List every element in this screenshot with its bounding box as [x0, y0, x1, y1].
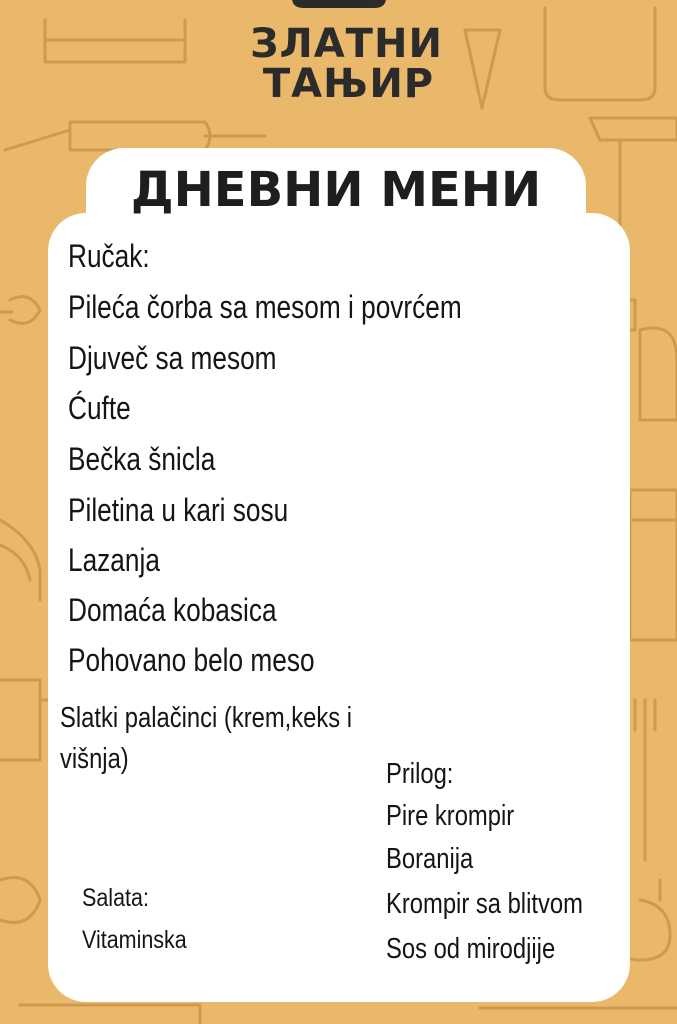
lunch-item-breaded-meat: Pohovano belo meso — [68, 642, 315, 678]
dessert-line1: Slatki palačinci (krem,keks i — [60, 702, 353, 734]
salad-item: Vitaminska — [82, 926, 187, 954]
side-item-green-beans: Boranija — [386, 843, 474, 875]
lunch-item-soup: Pileća čorba sa mesom i povrćem — [68, 289, 462, 325]
dessert-line2: višnja) — [60, 743, 129, 775]
rolling-pin-icon — [5, 122, 265, 150]
lunch-item-schnitzel: Bečka šnicla — [68, 441, 216, 477]
brand-name-line2: ТАЊИР — [262, 61, 435, 107]
brand-logo — [0, 0, 677, 110]
board-icon — [20, 1005, 677, 1024]
lunch-item-sausage: Domaća kobasica — [68, 592, 277, 628]
lunch-item-lasagna: Lazanja — [68, 542, 160, 578]
fork-icon — [635, 700, 655, 860]
sieve-icon — [0, 878, 40, 923]
knife-icon — [590, 118, 677, 140]
pot-icon — [0, 680, 50, 760]
lunch-heading: Ručak: — [68, 238, 150, 274]
page-title: ДНЕВНИ МЕНИ — [130, 162, 542, 218]
brand-name-line1: ЗЛАТНИ — [250, 21, 443, 67]
lunch-item-cufte: Ćufte — [68, 390, 131, 426]
lunch-item-curry-chicken: Piletina u kari sosu — [68, 492, 289, 528]
whisk-icon — [0, 520, 40, 600]
side-item-dill-sauce: Sos od mirodjije — [386, 933, 556, 965]
spoon-icon — [0, 297, 40, 324]
side-item-mashed-potatoes: Pire krompir — [386, 800, 515, 832]
side-item-potato-chard: Krompir sa blitvom — [386, 888, 583, 920]
plate-icon — [282, 0, 396, 14]
salad-heading: Salata: — [82, 884, 149, 912]
side-heading: Prilog: — [386, 758, 454, 790]
jar-icon — [630, 490, 677, 640]
lunch-item-djuvec: Djuveč sa mesom — [68, 340, 277, 376]
bread-icon — [640, 328, 677, 420]
